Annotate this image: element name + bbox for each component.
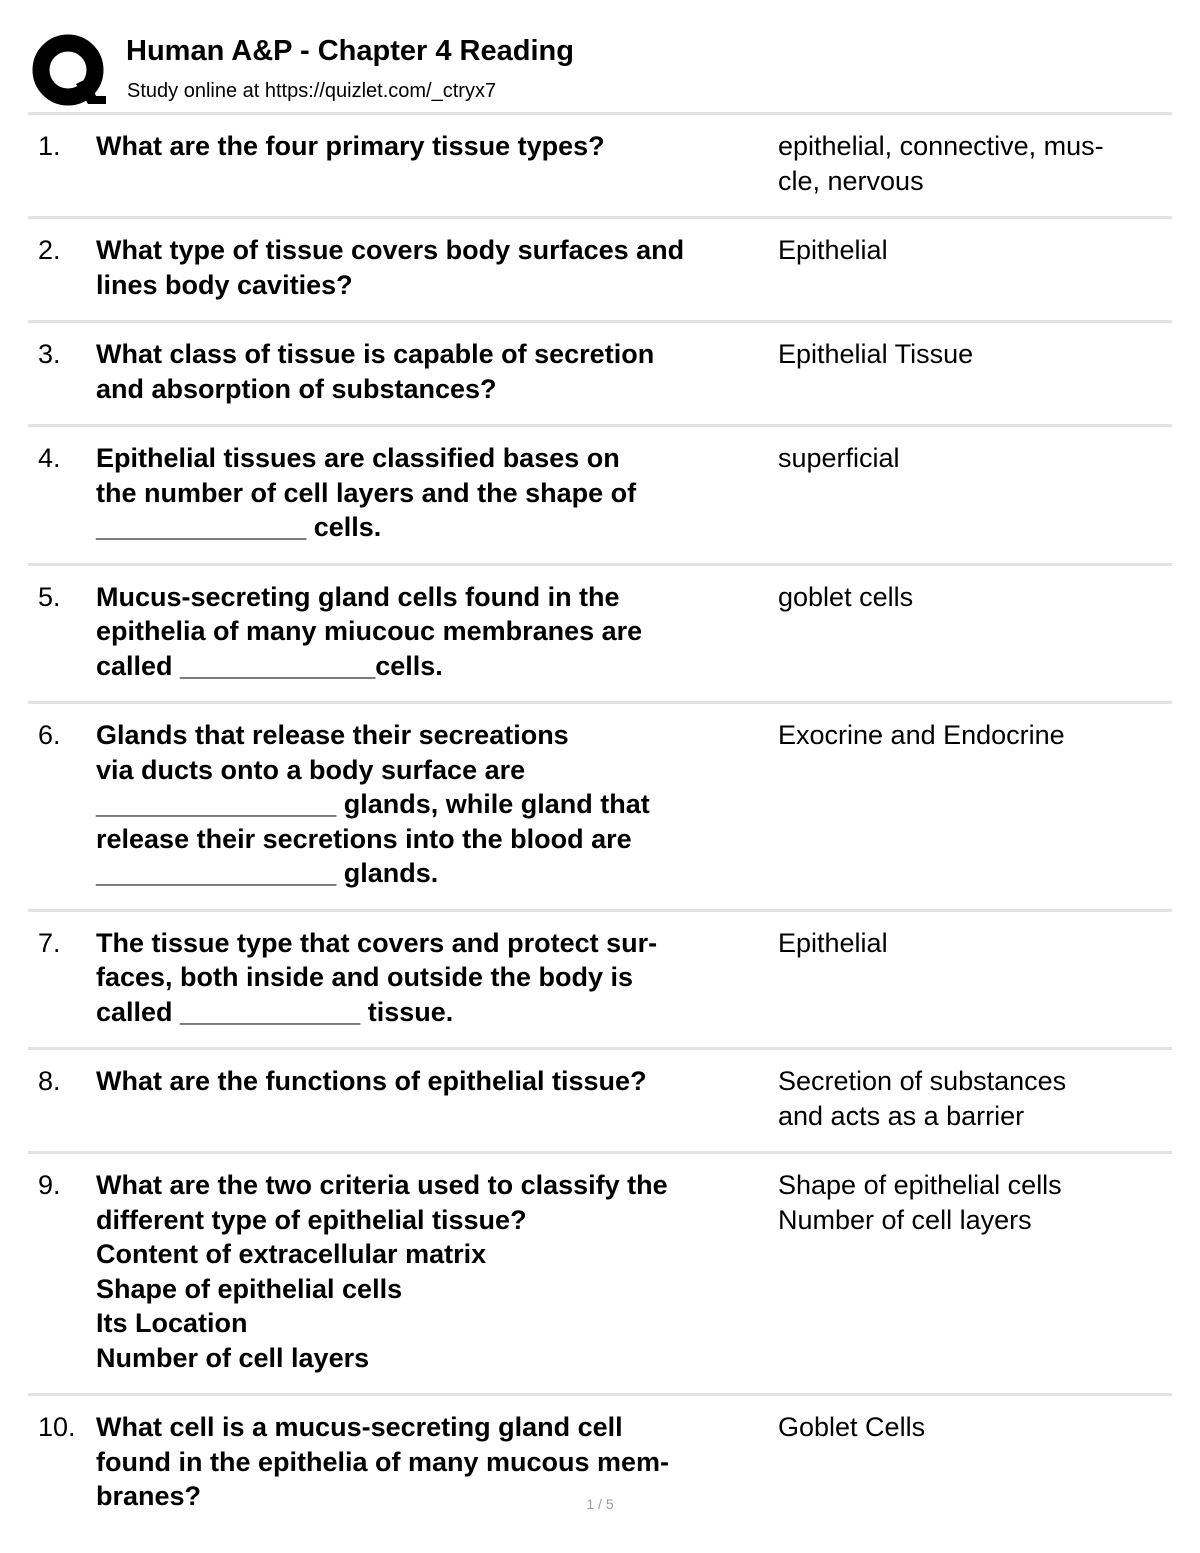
card-definition: epithelial, connective, mus- cle, nervous [778, 131, 1104, 196]
card-definition: Shape of epithelial cells Number of cell layers [778, 1170, 1062, 1235]
card-definition: superficial [778, 443, 900, 473]
card-number: 1. [38, 131, 61, 161]
flashcard-row [28, 909, 1172, 1048]
flashcard-row [28, 112, 1172, 216]
flashcard-row [28, 216, 1172, 320]
card-term: Epithelial tissues are classified bases on the number of cell layers and the shape of ______________ cells. [96, 443, 637, 542]
card-term: What cell is a mucus-secreting gland cell found in the epithelia of many mucous mem- branes? [96, 1412, 670, 1511]
card-term: Mucus-secreting gland cells found in the epithelia of many miucouc membranes are called _____________cells. [96, 581, 643, 681]
card-term: What are the functions of epithelial tissue? [96, 1066, 647, 1096]
card-term: What are the four primary tissue types? [96, 131, 605, 161]
card-definition: Goblet Cells [778, 1412, 926, 1442]
card-definition: Secretion of substances and acts as a barrier [778, 1066, 1067, 1131]
card-definition: goblet cells [778, 581, 914, 612]
flashcard-row [28, 424, 1172, 563]
card-number: 7. [38, 927, 61, 958]
page-subtitle: Study online at https://quizlet.com/_ctryx7 [127, 80, 497, 102]
card-term: The tissue type that covers and protect sur- faces, both inside and outside the body is called ____________ tissue. [96, 927, 658, 1027]
flashcard-row [28, 563, 1172, 702]
card-definition: Epithelial [778, 927, 888, 958]
page-title: Human A&P - Chapter 4 Reading [126, 35, 574, 67]
card-definition: Epithelial [778, 235, 888, 265]
quizlet-q-logo-icon [30, 32, 108, 110]
card-number: 4. [38, 443, 61, 473]
card-definition: Exocrine and Endocrine [778, 720, 1065, 750]
flashcard-row [28, 701, 1172, 909]
card-term: What are the two criteria used to classify the different type of epithelial tissue? Content of extracellular matrix Shape of epithelial cells Its Location Number of cell layers [96, 1170, 668, 1373]
page-header [30, 30, 1172, 110]
card-number: 10. [38, 1412, 76, 1442]
flashcard-row [28, 1047, 1172, 1151]
flashcard-list [28, 112, 1172, 1532]
card-definition: Epithelial Tissue [778, 339, 974, 369]
flashcard-row [28, 1151, 1172, 1393]
card-term: What class of tissue is capable of secretion and absorption of substances? [96, 339, 655, 404]
card-term: Glands that release their secreations via ducts onto a body surface are ________________ glands, while gland that release their secretions into the blood are ________________ glands. [96, 720, 650, 888]
card-number: 5. [38, 581, 61, 612]
card-number: 3. [38, 339, 61, 369]
card-number: 8. [38, 1066, 61, 1096]
card-term: What type of tissue covers body surfaces and lines body cavities? [96, 235, 685, 300]
card-number: 9. [38, 1170, 61, 1200]
page-number: 1 / 5 [586, 1496, 614, 1512]
flashcard-row [28, 320, 1172, 424]
card-number: 6. [38, 720, 61, 750]
card-number: 2. [38, 235, 61, 265]
